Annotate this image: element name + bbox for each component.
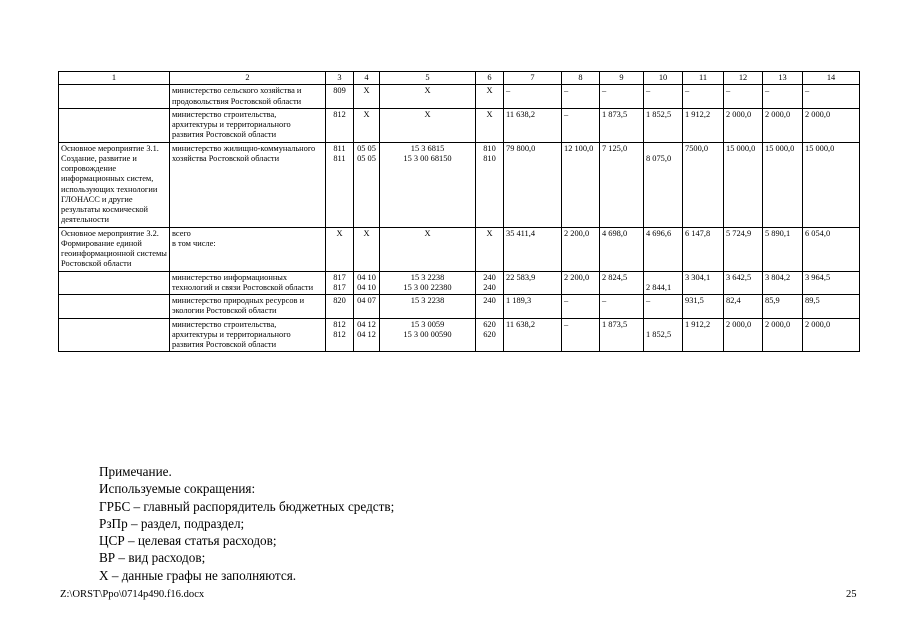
total-cell xyxy=(504,318,562,352)
vr-cell xyxy=(476,271,504,295)
cell-line: – xyxy=(646,296,651,305)
abbreviation-item: Х – данные графы не заполняются. xyxy=(99,567,297,583)
year-2018-cell xyxy=(724,85,763,109)
column-header: 7 xyxy=(504,72,562,85)
year-2016-cell xyxy=(644,318,683,352)
total-cell xyxy=(504,85,562,109)
cell-line: – xyxy=(564,109,569,119)
csr-cell xyxy=(380,142,476,227)
table-row xyxy=(59,142,860,227)
cell-line: 12 100,0 xyxy=(564,143,594,153)
footer-file-path: Z:\ORST\Ppo\0714p490.f16.docx xyxy=(60,589,205,600)
activity-cell xyxy=(59,318,170,352)
rzpr-cell xyxy=(354,85,380,109)
year-2015-cell xyxy=(600,142,644,227)
cell-line: 240 xyxy=(483,272,496,282)
column-header: 12 xyxy=(724,72,763,85)
cell-line: 2 844,1 xyxy=(646,282,672,292)
responsible-executor-cell xyxy=(170,108,326,142)
cell-line: 6 147,8 xyxy=(685,228,711,238)
table-row xyxy=(59,227,860,271)
year-2017-cell xyxy=(683,271,724,295)
year-2017-cell xyxy=(683,227,724,271)
cell-line: 2 824,5 xyxy=(602,272,628,282)
activity-cell xyxy=(59,227,170,271)
cell-line: министерство природных ресурсов и экологии Ростовской области xyxy=(172,296,305,316)
cell-line: 812 xyxy=(333,109,346,119)
vr-cell xyxy=(476,85,504,109)
cell-line: X xyxy=(363,109,370,119)
cell-line: 811 xyxy=(333,153,346,163)
cell-line: 04 10 xyxy=(357,282,376,292)
year-2018-cell xyxy=(724,227,763,271)
year-2014-cell xyxy=(562,108,600,142)
year-2015-cell xyxy=(600,108,644,142)
cell-line: – xyxy=(805,86,810,96)
cell-line: 2 000,0 xyxy=(805,109,831,119)
vr-cell xyxy=(476,108,504,142)
cell-line: 15 3 0059 xyxy=(410,319,445,329)
cell-line: 05 05 xyxy=(357,153,376,163)
year-2020-cell xyxy=(803,295,860,319)
cell-line: 79 800,0 xyxy=(506,143,536,153)
year-2017-cell xyxy=(683,85,724,109)
abbreviation-item: ВР – вид расходов; xyxy=(99,550,206,566)
column-header: 8 xyxy=(562,72,600,85)
cell-line: 22 583,9 xyxy=(506,272,536,282)
rzpr-cell xyxy=(354,318,380,352)
table-row xyxy=(59,108,860,142)
year-2014-cell xyxy=(562,142,600,227)
activity-cell xyxy=(59,271,170,295)
cell-line: – xyxy=(726,86,731,96)
csr-cell xyxy=(380,85,476,109)
year-2020-cell xyxy=(803,85,860,109)
cell-line: 2 000,0 xyxy=(765,319,791,329)
cell-line: 2 000,0 xyxy=(726,319,752,329)
year-2015-cell xyxy=(600,295,644,319)
year-2018-cell xyxy=(724,318,763,352)
cell-line: министерство информационных технологий и связи Ростовской области xyxy=(172,272,314,292)
cell-line: 6 054,0 xyxy=(805,228,831,238)
cell-line: 620 xyxy=(483,329,496,339)
cell-line: 812 xyxy=(333,319,346,329)
cell-line: 1 873,5 xyxy=(602,319,628,329)
year-2014-cell xyxy=(562,85,600,109)
vr-cell xyxy=(476,142,504,227)
total-cell xyxy=(504,142,562,227)
grbs-cell xyxy=(326,108,354,142)
cell-line: 8 075,0 xyxy=(646,153,672,163)
cell-line: 15 3 00 22380 xyxy=(403,282,452,292)
activity-cell xyxy=(59,108,170,142)
year-2018-cell xyxy=(724,108,763,142)
cell-line: 2 000,0 xyxy=(765,109,791,119)
cell-line: 620 xyxy=(483,319,496,329)
cell-line: 7500,0 xyxy=(685,143,709,153)
cell-line: 4 696,6 xyxy=(646,228,672,238)
responsible-executor-cell xyxy=(170,318,326,352)
cell-line xyxy=(646,273,680,283)
column-header: 9 xyxy=(600,72,644,85)
year-2019-cell xyxy=(763,295,803,319)
year-2017-cell xyxy=(683,318,724,352)
cell-line: 817 xyxy=(333,282,346,292)
responsible-executor-cell xyxy=(170,227,326,271)
cell-line: 04 12 xyxy=(357,329,376,339)
year-2015-cell xyxy=(600,85,644,109)
year-2016-cell xyxy=(644,295,683,319)
grbs-cell xyxy=(326,318,354,352)
cell-line: – xyxy=(564,296,569,305)
cell-line: 1 852,5 xyxy=(646,109,672,119)
activity-cell xyxy=(59,142,170,227)
table-header-row xyxy=(59,72,860,85)
year-2014-cell xyxy=(562,271,600,295)
total-cell xyxy=(504,108,562,142)
rzpr-cell xyxy=(354,108,380,142)
cell-line: X xyxy=(486,86,493,96)
cell-line: – xyxy=(602,86,607,96)
year-2016-cell xyxy=(644,271,683,295)
cell-line: 5 890,1 xyxy=(765,228,791,238)
cell-line: 2 200,0 xyxy=(564,272,590,282)
cell-line: 1 189,3 xyxy=(506,296,532,305)
cell-line: 05 05 xyxy=(357,143,376,153)
cell-line: 240 xyxy=(483,296,496,305)
cell-line: 15 000,0 xyxy=(805,143,835,153)
cell-line: министерство строительства, архитектуры и территориального развития Ростовской области xyxy=(172,109,291,140)
year-2014-cell xyxy=(562,318,600,352)
cell-line: 04 10 xyxy=(357,272,376,282)
cell-line: 1 852,5 xyxy=(646,329,672,339)
cell-line: 3 964,5 xyxy=(805,272,831,282)
year-2018-cell xyxy=(724,142,763,227)
responsible-executor-cell xyxy=(170,142,326,227)
year-2017-cell xyxy=(683,108,724,142)
cell-line: – xyxy=(564,86,569,96)
year-2016-cell xyxy=(644,142,683,227)
footer-page-number: 25 xyxy=(846,589,857,600)
csr-cell xyxy=(380,295,476,319)
cell-line: 04 07 xyxy=(357,296,376,305)
cell-line: министерство сельского хозяйства и продовольствия Ростовской области xyxy=(172,86,302,106)
year-2014-cell xyxy=(562,227,600,271)
cell-line: 1 912,2 xyxy=(685,109,711,119)
year-2019-cell xyxy=(763,142,803,227)
cell-line: 3 642,5 xyxy=(726,272,752,282)
year-2019-cell xyxy=(763,108,803,142)
cell-line: 82,4 xyxy=(726,296,741,305)
cell-line: 15 3 00 68150 xyxy=(403,153,452,163)
responsible-executor-cell xyxy=(170,85,326,109)
cell-line: 89,5 xyxy=(805,296,820,305)
cell-line: 810 xyxy=(483,153,496,163)
cell-line: 85,9 xyxy=(765,296,780,305)
cell-line: 5 724,9 xyxy=(726,228,752,238)
cell-line xyxy=(646,320,680,330)
column-header: 2 xyxy=(170,72,326,85)
cell-line: – xyxy=(646,86,651,96)
column-header: 6 xyxy=(476,72,504,85)
abbreviation-item: ЦСР – целевая статья расходов; xyxy=(99,533,277,549)
year-2017-cell xyxy=(683,142,724,227)
table-row xyxy=(59,85,860,109)
grbs-cell xyxy=(326,142,354,227)
cell-line: 15 3 00 00590 xyxy=(403,329,452,339)
notes-intro: Используемые сокращения: xyxy=(99,481,256,497)
activity-cell xyxy=(59,85,170,109)
cell-line: X xyxy=(424,228,431,238)
abbreviation-item: ГРБС – главный распорядитель бюджетных средств; xyxy=(99,498,395,514)
cell-line: министерство жилищно-коммунального хозяйства Ростовской области xyxy=(172,143,316,163)
column-header: 4 xyxy=(354,72,380,85)
responsible-executor-cell xyxy=(170,295,326,319)
table-row xyxy=(59,318,860,352)
cell-line: – xyxy=(685,86,690,96)
year-2019-cell xyxy=(763,227,803,271)
rzpr-cell xyxy=(354,271,380,295)
rzpr-cell xyxy=(354,295,380,319)
cell-line: 4 698,0 xyxy=(602,228,628,238)
cell-line: X xyxy=(424,109,431,119)
cell-line: 2 200,0 xyxy=(564,228,590,238)
cell-line: 15 3 2238 xyxy=(410,296,445,305)
csr-cell xyxy=(380,108,476,142)
grbs-cell xyxy=(326,227,354,271)
cell-line: X xyxy=(363,228,370,238)
vr-cell xyxy=(476,295,504,319)
column-header: 5 xyxy=(380,72,476,85)
responsible-executor-cell xyxy=(170,271,326,295)
year-2020-cell xyxy=(803,108,860,142)
cell-line: 811 xyxy=(333,143,346,153)
cell-line: 1 912,2 xyxy=(685,319,711,329)
cell-line: 812 xyxy=(333,329,346,339)
column-header: 3 xyxy=(326,72,354,85)
csr-cell xyxy=(380,227,476,271)
cell-line: – xyxy=(765,86,770,96)
budget-table-body xyxy=(59,72,860,352)
cell-line: 3 804,2 xyxy=(765,272,791,282)
cell-line: 7 125,0 xyxy=(602,143,628,153)
year-2016-cell xyxy=(644,108,683,142)
cell-line: 11 638,2 xyxy=(506,319,536,329)
budget-table xyxy=(58,71,860,352)
total-cell xyxy=(504,227,562,271)
cell-line: X xyxy=(424,86,431,96)
year-2016-cell xyxy=(644,227,683,271)
cell-text: Основное мероприятие 3.2. Формирование единой геоинформационной системы Ростовской области xyxy=(61,228,167,269)
abbreviation-item: РзПр – раздел, подраздел; xyxy=(99,515,245,531)
notes-section xyxy=(99,463,394,584)
year-2018-cell xyxy=(724,271,763,295)
grbs-cell xyxy=(326,295,354,319)
column-header: 13 xyxy=(763,72,803,85)
vr-cell xyxy=(476,318,504,352)
cell-line: в том числе: xyxy=(172,238,216,248)
year-2019-cell xyxy=(763,85,803,109)
year-2016-cell xyxy=(644,85,683,109)
cell-line: X xyxy=(363,86,370,96)
year-2020-cell xyxy=(803,227,860,271)
cell-line: 15 000,0 xyxy=(765,143,795,153)
year-2015-cell xyxy=(600,227,644,271)
cell-line: 35 411,4 xyxy=(506,228,536,238)
cell-line: – xyxy=(564,319,569,329)
cell-line: – xyxy=(506,86,511,96)
column-header: 10 xyxy=(644,72,683,85)
column-header: 11 xyxy=(683,72,724,85)
cell-line: 15 000,0 xyxy=(726,143,756,153)
activity-cell xyxy=(59,295,170,319)
year-2014-cell xyxy=(562,295,600,319)
cell-line: X xyxy=(336,228,343,238)
table-row xyxy=(59,295,860,319)
year-2020-cell xyxy=(803,142,860,227)
cell-line: 817 xyxy=(333,272,346,282)
year-2020-cell xyxy=(803,318,860,352)
year-2020-cell xyxy=(803,271,860,295)
year-2015-cell xyxy=(600,318,644,352)
year-2019-cell xyxy=(763,318,803,352)
cell-line: 15 3 6815 xyxy=(410,143,445,153)
cell-line: 240 xyxy=(483,282,496,292)
csr-cell xyxy=(380,271,476,295)
cell-line: 1 873,5 xyxy=(602,109,628,119)
grbs-cell xyxy=(326,271,354,295)
cell-line: 3 304,1 xyxy=(685,272,711,282)
cell-line: 810 xyxy=(483,143,496,153)
cell-line: – xyxy=(602,296,607,305)
column-header: 14 xyxy=(803,72,860,85)
cell-line: 11 638,2 xyxy=(506,109,536,119)
year-2015-cell xyxy=(600,271,644,295)
cell-line: 15 3 2238 xyxy=(410,272,445,282)
cell-line: 2 000,0 xyxy=(805,319,831,329)
cell-line xyxy=(646,144,680,154)
year-2018-cell xyxy=(724,295,763,319)
cell-line: министерство строительства, архитектуры и территориального развития Ростовской области xyxy=(172,319,291,349)
cell-text: Основное мероприятие 3.1. Создание, развитие и сопровождение информационных систем, использующих технологии ГЛОНАСС и другие результаты космической деятельности xyxy=(61,143,159,225)
notes-title: Примечание. xyxy=(99,464,172,479)
cell-line: 2 000,0 xyxy=(726,109,752,119)
cell-line: X xyxy=(486,109,493,119)
cell-line: 820 xyxy=(333,296,346,305)
year-2017-cell xyxy=(683,295,724,319)
cell-line: 04 12 xyxy=(357,319,376,329)
vr-cell xyxy=(476,227,504,271)
cell-line: X xyxy=(486,228,493,238)
csr-cell xyxy=(380,318,476,352)
cell-line: всего xyxy=(172,228,191,238)
total-cell xyxy=(504,271,562,295)
column-header: 1 xyxy=(59,72,170,85)
cell-line: 809 xyxy=(333,86,346,96)
cell-line: 931,5 xyxy=(685,296,704,305)
rzpr-cell xyxy=(354,227,380,271)
table-row xyxy=(59,271,860,295)
rzpr-cell xyxy=(354,142,380,227)
total-cell xyxy=(504,295,562,319)
grbs-cell xyxy=(326,85,354,109)
year-2019-cell xyxy=(763,271,803,295)
